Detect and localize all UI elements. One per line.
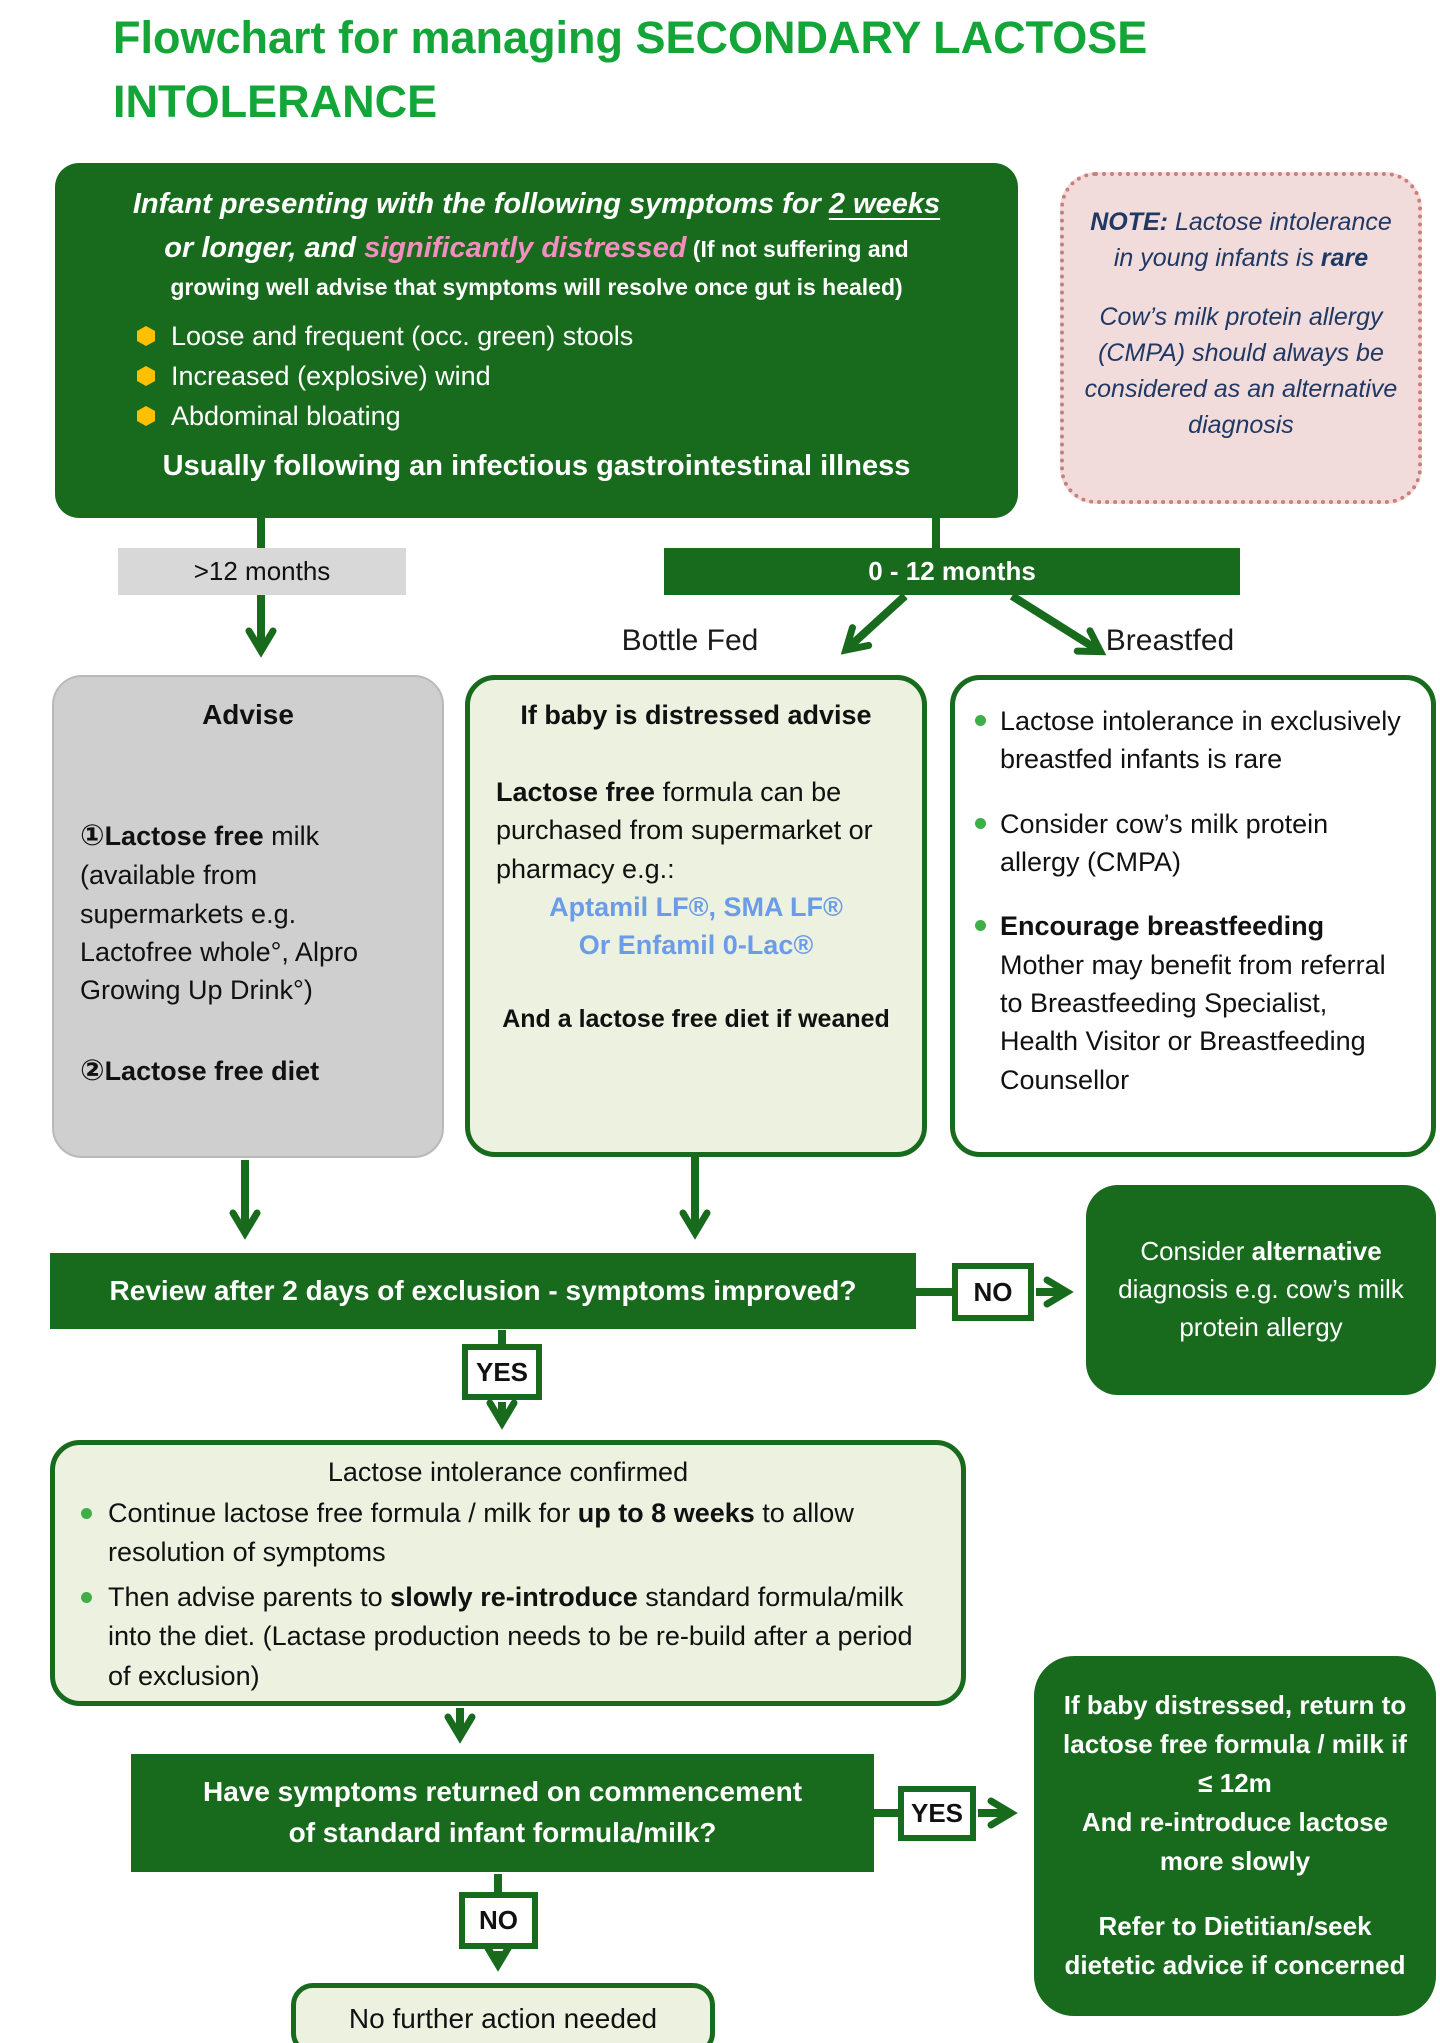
list-item bbox=[975, 805, 1411, 882]
confirmed-title: Lactose intolerance confirmed bbox=[327, 1457, 689, 1487]
no-connector-box: NO bbox=[952, 1263, 1034, 1321]
bottle-body: Lactose free formula can be purchased from supermarket or pharmacy e.g.: bbox=[496, 777, 873, 884]
breast-bullet-text: Encourage breastfeeding Mother may benefit from referral to Breastfeeding Specialist, Health Visitor or Breastfeeding Counsellor bbox=[1000, 911, 1386, 1095]
list-item bbox=[137, 321, 988, 352]
symptom-bullet-text: Increased (explosive) wind bbox=[171, 360, 491, 391]
symptom-bullet-list bbox=[137, 321, 988, 432]
symptom-footer: Usually following an infectious gastrointestinal illness bbox=[162, 449, 911, 482]
age-branch-younger: 0 - 12 months bbox=[664, 548, 1240, 595]
breastfed-label: Breastfed bbox=[1105, 624, 1235, 657]
bullet-dot-icon bbox=[81, 1508, 92, 1519]
return-p2: And re-introduce lactose more slowly bbox=[1081, 1807, 1389, 1876]
arrow-younger-to-bottle bbox=[848, 596, 905, 648]
underlined-duration: 2 weeks bbox=[828, 188, 941, 220]
note-box bbox=[1060, 172, 1422, 504]
advise-box bbox=[52, 675, 444, 1158]
advise-item-1: ①Lactose free milk (available from supermarkets e.g. Lactofree whole°, Alpro Growing Up Drink°) bbox=[80, 818, 358, 1006]
consider-text: Consider alternative diagnosis e.g. cow’s milk protein allergy bbox=[1118, 1236, 1404, 1342]
page-title bbox=[113, 6, 1363, 134]
bottle-title: If baby is distressed advise bbox=[520, 700, 872, 730]
page-title-line2: INTOLERANCE bbox=[113, 75, 438, 127]
symptoms-returned-bar bbox=[131, 1754, 874, 1872]
breast-bullet-text: Consider cow’s milk protein allergy (CMPA) bbox=[1000, 808, 1329, 877]
breastfed-box bbox=[950, 675, 1436, 1157]
list-item bbox=[81, 1494, 935, 1572]
list-item bbox=[137, 401, 988, 432]
circled-two-icon: ② bbox=[80, 1053, 105, 1088]
hexagon-bullet-icon bbox=[137, 406, 155, 426]
yes-connector-box: YES bbox=[462, 1344, 542, 1400]
list-item bbox=[81, 1578, 935, 1695]
bullet-dot-icon bbox=[975, 818, 986, 829]
symptom-bullet-text: Loose and frequent (occ. green) stools bbox=[171, 320, 634, 351]
list-item bbox=[137, 361, 988, 392]
yes-connector-box-2: YES bbox=[898, 1786, 976, 1841]
symptoms-line2: of standard infant formula/milk? bbox=[288, 1817, 717, 1848]
advise-item-2: ②Lactose free diet bbox=[80, 1053, 320, 1088]
consider-alternative-box bbox=[1086, 1185, 1436, 1395]
age-branch-older: >12 months bbox=[118, 548, 406, 595]
distressed-highlight: significantly distressed bbox=[364, 231, 687, 264]
circled-one-icon: ① bbox=[80, 818, 105, 852]
symptoms-line1: Have symptoms returned on commencement bbox=[202, 1776, 803, 1808]
review-question-bar: Review after 2 days of exclusion - symptoms improved? bbox=[50, 1253, 916, 1329]
symptom-intro: Infant presenting with the following symptoms for 2 weeks or longer, and significantly distressed (If not suffering and growing well advise that symptoms will resolve once gut is healed) bbox=[132, 188, 941, 300]
list-item bbox=[975, 702, 1411, 779]
bottle-fed-label: Bottle Fed bbox=[621, 624, 759, 657]
note-paragraph-2: Cow’s milk protein allergy (CMPA) should always be considered as an alternative diagnosis bbox=[1084, 302, 1398, 440]
brand-line-1: Aptamil LF®, SMA LF® bbox=[549, 891, 843, 922]
no-further-action-box: No further action needed bbox=[291, 1983, 715, 2043]
bottle-fed-box bbox=[465, 675, 927, 1157]
bullet-dot-icon bbox=[975, 920, 986, 931]
confirmed-bullet-text: Continue lactose free formula / milk for up to 8 weeks to allow resolution of symptoms bbox=[108, 1498, 854, 1568]
bottle-footer: And a lactose free diet if weaned bbox=[502, 1004, 890, 1033]
page-title-line1: Flowchart for managing SECONDARY LACTOSE bbox=[113, 12, 1148, 63]
return-to-lactose-free-box bbox=[1034, 1656, 1436, 2016]
no-connector-box-2: NO bbox=[459, 1892, 538, 1949]
return-p1: If baby distressed, return to lactose free formula / milk if ≤ 12m bbox=[1063, 1690, 1407, 1798]
breast-bullet-text: Lactose intolerance in exclusively breastfed infants is rare bbox=[1000, 706, 1401, 775]
hexagon-bullet-icon bbox=[137, 326, 155, 346]
confirmed-box bbox=[50, 1440, 966, 1706]
note-paragraph-1: NOTE: Lactose intolerance in young infants is rare bbox=[1090, 208, 1392, 273]
symptom-box bbox=[55, 163, 1018, 518]
bullet-dot-icon bbox=[81, 1592, 92, 1603]
symptom-bullet-text: Abdominal bloating bbox=[171, 400, 401, 431]
bullet-dot-icon bbox=[975, 715, 986, 726]
list-item bbox=[975, 907, 1411, 1099]
brand-line-2: Or Enfamil 0-Lac® bbox=[578, 930, 814, 961]
confirmed-bullet-text: Then advise parents to slowly re-introduce standard formula/milk into the diet. (Lactase production needs to be re-build after a period of exclusion) bbox=[108, 1582, 913, 1691]
hexagon-bullet-icon bbox=[137, 366, 155, 386]
return-p3: Refer to Dietitian/seek dietetic advice if concerned bbox=[1064, 1911, 1406, 1980]
advise-title: Advise bbox=[202, 699, 294, 730]
